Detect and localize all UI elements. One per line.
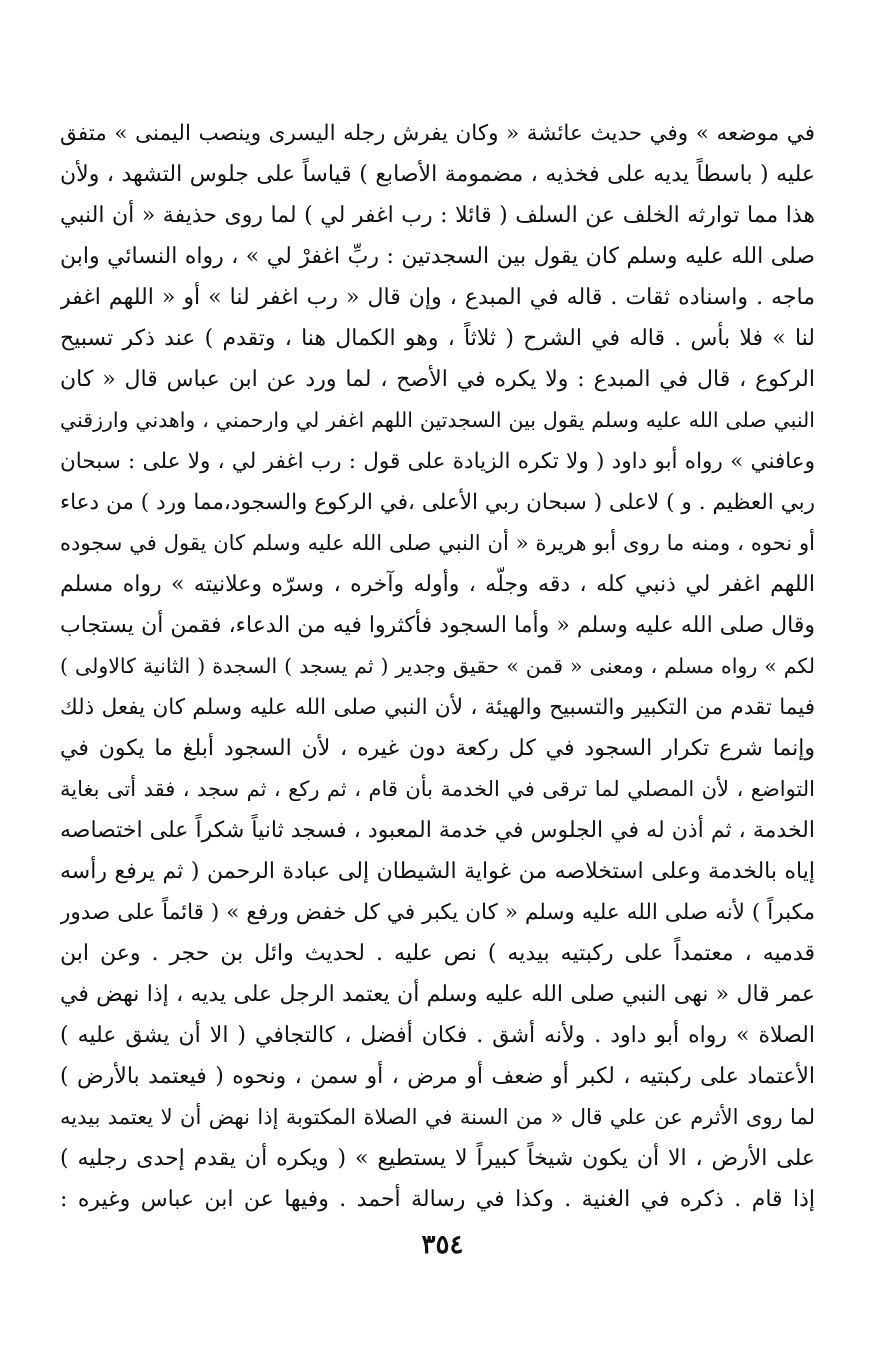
text-line: الصلاة » رواه أبو داود . ولأنه أشق . فكان أفضل ، كالتجافي ( الا أن يشق عليه ) <box>60 1023 815 1048</box>
text-line: لنا » فلا بأس . قاله في الشرح ( ثلاثاً ، وهو الكمال هنا ، وتقدم ) عند ذكر تسبيح <box>60 326 815 351</box>
text-line: عليه ( باسطاً يديه على فخذيه ، مضمومة الأصابع ) قياساً على جلوس التشهد ، ولأن <box>60 162 815 187</box>
text-line: النبي صلى الله عليه وسلم يقول بين السجدتين اللهم اغفر لي وارحمني ، واهدني وارزقني <box>60 408 815 432</box>
text-line: لما روى الأثرم عن علي قال « من السنة في الصلاة المكتوبة إذا نهض أن لا يعتمد بيديه <box>60 1105 815 1129</box>
text-line: قدميه ، معتمداً على ركبتيه بيديه ) نص عليه . لحديث وائل بن حجر . وعن ابن <box>60 941 815 966</box>
text-line: إياه بالخدمة وعلى استخلاصه من غواية الشيطان إلى عبادة الرحمن ( ثم يرفع رأسه <box>60 859 815 884</box>
text-line: اللهم اغفر لي ذنبي كله ، دقه وجلّه ، وأوله وآخره ، وسرّه وعلانيته » رواه مسلم <box>60 572 815 597</box>
text-line: أو نحوه ، ومنه ما روى أبو هريرة « أن النبي صلى الله عليه وسلم كان يقول في سجوده <box>60 531 815 555</box>
text-line: إذا قام . ذكره في الغنية . وكذا في رسالة أحمد . وفيها عن ابن عباس وغيره : <box>60 1187 815 1212</box>
page-number: ٣٥٤ <box>421 1230 464 1260</box>
text-line: مكبراً ) لأنه صلى الله عليه وسلم « كان يكبر في كل خفض ورفع » ( قائماً على صدور <box>60 900 815 925</box>
text-line: في موضعه » وفي حديث عائشة « وكان يفرش رجله اليسرى وينصب اليمنى » متفق <box>60 121 815 146</box>
text-line: هذا مما توارثه الخلف عن السلف ( قائلا : رب اغفر لي ) لما روى حذيفة « أن النبي <box>60 203 815 228</box>
text-line: على الأرض ، الا أن يكون شيخاً كبيراً لا يستطيع » ( ويكره أن يقدم إحدى رجليه ) <box>60 1146 815 1171</box>
text-line: الركوع ، قال في المبدع : ولا يكره في الأصح ، لما ورد عن ابن عباس قال « كان <box>60 367 815 392</box>
text-line: صلى الله عليه وسلم كان يقول بين السجدتين : ربِّ اغفرْ لي » ، رواه النسائي وابن <box>60 244 815 269</box>
text-line: ربي العظيم . و ) لاعلى ( سبحان ربي الأعلى ،في الركوع والسجود،مما ورد ) من دعاء <box>60 490 815 515</box>
text-line: وعافني » رواه أبو داود ( ولا تكره الزيادة على قول : رب اغفر لي ، ولا على : سبحان <box>60 449 815 474</box>
text-line: فيما تقدم من التكبير والتسبيح والهيئة ، لأن النبي صلى الله عليه وسلم كان يفعل ذلك <box>60 695 815 720</box>
text-line: الأعتماد على ركبتيه ، لكبر أو ضعف أو مرض ، أو سمن ، ونحوه ( فيعتمد بالأرض ) <box>60 1064 815 1089</box>
text-line: التواضع ، لأن المصلي لما ترقى في الخدمة بأن قام ، ثم ركع ، ثم سجد ، فقد أتى بغاية <box>60 777 815 801</box>
text-line: وقال صلى الله عليه وسلم « وأما السجود فأكثروا فيه من الدعاء، فقمن أن يستجاب <box>60 613 815 638</box>
text-line: عمر قال « نهى النبي صلى الله عليه وسلم أن يعتمد الرجل على يديه ، إذا نهض في <box>60 982 815 1007</box>
page-body <box>60 113 815 1220</box>
text-line: لكم » رواه مسلم ، ومعنى « قمن » حقيق وجدير ( ثم يسجد ) السجدة ( الثانية كالاولى ) <box>60 654 815 678</box>
text-line: وإنما شرع تكرار السجود في كل ركعة دون غيره ، لأن السجود أبلغ ما يكون في <box>60 736 815 761</box>
text-line: ماجه . واسناده ثقات . قاله في المبدع ، وإن قال « رب اغفر لنا » أو « اللهم اغفر <box>60 285 815 310</box>
text-line: الخدمة ، ثم أذن له في الجلوس في خدمة المعبود ، فسجد ثانياً شكراً على اختصاصه <box>60 818 815 843</box>
